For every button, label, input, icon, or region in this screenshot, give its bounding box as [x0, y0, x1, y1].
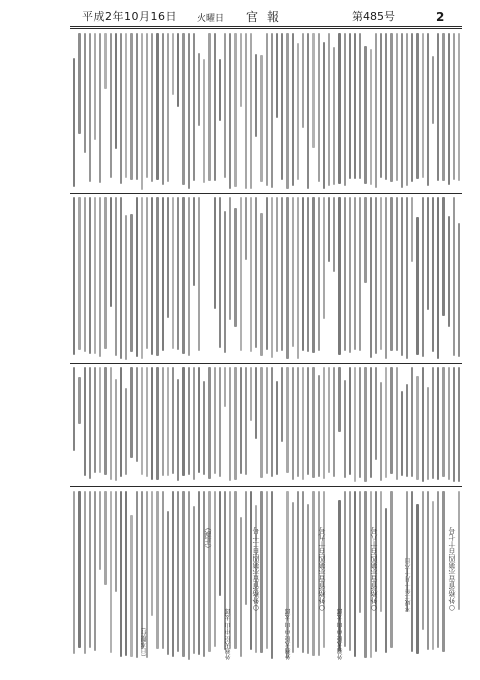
text-line — [188, 33, 190, 189]
text-line — [458, 491, 460, 610]
text-line — [427, 197, 429, 310]
text-line — [276, 33, 278, 118]
text-line — [312, 33, 314, 148]
text-line — [354, 197, 356, 350]
text-line — [338, 197, 340, 355]
text-line — [193, 367, 195, 480]
text-line — [136, 367, 138, 462]
issue-number: 第485号 — [352, 10, 395, 23]
text-line — [396, 197, 398, 351]
text-line — [422, 367, 424, 482]
text-line — [416, 33, 418, 179]
text-line — [364, 491, 366, 658]
text-line — [219, 197, 221, 348]
section-divider — [70, 486, 462, 487]
text-line — [338, 367, 340, 432]
text-line — [172, 491, 174, 657]
text-line — [94, 197, 96, 354]
text-line — [78, 33, 80, 134]
text-line — [167, 511, 169, 654]
text-line — [427, 491, 429, 650]
text-line — [364, 46, 366, 184]
text-line — [172, 33, 174, 95]
correction-heading: （正誤） — [204, 524, 212, 552]
text-line — [162, 491, 164, 649]
text-line — [193, 506, 195, 654]
text-line — [359, 367, 361, 478]
text-line — [104, 33, 106, 89]
text-line — [266, 197, 268, 350]
minister-signature: 外務大臣 中山 太郎 — [285, 608, 292, 660]
text-line — [292, 367, 294, 480]
text-line — [73, 58, 75, 187]
text-line — [240, 367, 242, 474]
text-line — [162, 197, 164, 351]
text-line — [110, 197, 112, 307]
text-line — [214, 491, 216, 647]
header-rule-thin — [70, 28, 462, 29]
text-line — [385, 33, 387, 180]
text-line — [120, 33, 122, 184]
text-line — [390, 197, 392, 351]
notice-date-line: 平成二年十月十六日 — [405, 558, 412, 612]
text-line — [281, 367, 283, 442]
text-line — [422, 33, 424, 178]
text-line — [318, 33, 320, 182]
text-line — [198, 197, 200, 351]
text-line — [344, 33, 346, 186]
text-line — [292, 197, 294, 347]
text-line — [203, 381, 205, 475]
notice-body-tier-2 — [70, 196, 462, 362]
text-line — [156, 491, 158, 649]
text-line — [182, 367, 184, 476]
text-line — [94, 491, 96, 651]
text-line — [323, 367, 325, 479]
text-line — [245, 367, 247, 475]
text-line — [364, 197, 366, 283]
text-line — [245, 33, 247, 189]
text-line — [146, 197, 148, 349]
text-line — [125, 491, 127, 656]
text-line — [167, 367, 169, 476]
text-line — [354, 367, 356, 482]
text-line — [437, 491, 439, 648]
text-line — [151, 197, 153, 355]
text-line — [78, 377, 80, 424]
text-line — [125, 215, 127, 359]
text-line — [99, 367, 101, 473]
text-line — [255, 54, 257, 138]
text-line — [370, 49, 372, 185]
text-line — [219, 491, 221, 596]
text-line — [141, 33, 143, 190]
text-line — [193, 197, 195, 286]
text-line — [146, 33, 148, 178]
text-line — [167, 197, 169, 318]
text-line — [349, 491, 351, 651]
text-line — [318, 375, 320, 477]
page-number: 2 — [436, 10, 445, 24]
text-line — [120, 197, 122, 359]
text-line — [297, 197, 299, 359]
text-line — [219, 367, 221, 477]
text-line — [250, 197, 252, 352]
text-line — [442, 197, 444, 316]
text-line — [188, 491, 190, 660]
text-line — [177, 379, 179, 481]
text-line — [255, 197, 257, 348]
text-line — [110, 33, 112, 178]
text-line — [234, 367, 236, 480]
text-line — [229, 367, 231, 481]
text-line — [214, 197, 216, 309]
text-line — [260, 213, 262, 356]
text-line — [260, 367, 262, 478]
text-line — [73, 367, 75, 451]
text-line — [240, 33, 242, 107]
tier-divider — [70, 193, 462, 194]
text-line — [240, 197, 242, 351]
text-line — [385, 508, 387, 653]
text-line — [84, 33, 86, 153]
text-line — [307, 197, 309, 352]
text-line — [99, 197, 101, 357]
text-line — [120, 491, 122, 657]
text-line — [448, 33, 450, 185]
text-line — [427, 387, 429, 479]
text-line — [182, 33, 184, 185]
text-line — [349, 33, 351, 179]
text-line — [177, 33, 179, 107]
text-line — [245, 197, 247, 260]
text-line — [354, 33, 356, 179]
text-line — [130, 367, 132, 458]
text-line — [422, 197, 424, 357]
text-line — [312, 367, 314, 478]
text-line — [323, 197, 325, 319]
text-line — [198, 53, 200, 126]
text-line — [182, 491, 184, 657]
text-line — [406, 33, 408, 186]
text-line — [193, 33, 195, 181]
text-line — [416, 504, 418, 654]
text-line — [276, 381, 278, 475]
text-line — [104, 197, 106, 349]
text-line — [229, 197, 231, 320]
text-line — [162, 367, 164, 476]
text-line — [364, 367, 366, 482]
text-line — [84, 367, 86, 476]
text-line — [302, 367, 304, 480]
text-line — [302, 491, 304, 653]
notice-heading: ○外務省告示第四百十七号 — [448, 527, 456, 612]
text-line — [172, 197, 174, 349]
text-line — [411, 367, 413, 477]
text-line — [214, 367, 216, 474]
text-line — [328, 33, 330, 186]
issue-weekday: 火曜日 — [197, 14, 225, 24]
text-line — [120, 367, 122, 477]
text-line — [136, 491, 138, 658]
text-line — [458, 367, 460, 482]
text-line — [349, 197, 351, 353]
text-line — [130, 515, 132, 657]
text-line — [453, 33, 455, 180]
text-line — [416, 376, 418, 480]
text-line — [125, 388, 127, 475]
text-line — [271, 33, 273, 188]
text-line — [390, 33, 392, 182]
text-line — [297, 491, 299, 648]
text-line — [271, 367, 273, 477]
text-line — [151, 491, 153, 616]
text-line — [266, 33, 268, 186]
text-line — [312, 491, 314, 656]
text-line — [323, 42, 325, 189]
text-line — [380, 33, 382, 178]
text-line — [375, 367, 377, 460]
text-line — [333, 197, 335, 272]
text-line — [89, 491, 91, 648]
text-line — [286, 197, 288, 359]
text-line — [271, 491, 273, 659]
text-line — [370, 197, 372, 358]
text-line — [141, 367, 143, 475]
text-line — [453, 367, 455, 482]
text-line — [229, 33, 231, 189]
text-line — [385, 367, 387, 478]
text-line — [286, 367, 288, 473]
text-line — [110, 491, 112, 653]
text-line — [375, 197, 377, 354]
text-line — [136, 33, 138, 180]
text-line — [380, 382, 382, 481]
text-line — [266, 367, 268, 474]
text-line — [146, 367, 148, 477]
text-line — [318, 197, 320, 351]
text-line — [208, 367, 210, 479]
notice-heading: ○外務省告示第四百十九号 — [318, 527, 326, 612]
text-line — [453, 197, 455, 356]
journal-title: 官報 — [246, 10, 289, 24]
text-line — [156, 33, 158, 180]
text-line — [442, 491, 444, 652]
text-line — [380, 491, 382, 612]
text-line — [349, 367, 351, 475]
text-line — [437, 367, 439, 480]
text-line — [182, 197, 184, 354]
notice-heading: ○外務省告示第四百十八号 — [370, 527, 378, 612]
text-line — [266, 491, 268, 649]
text-line — [458, 223, 460, 357]
text-line — [281, 33, 283, 180]
text-line — [136, 197, 138, 357]
text-line — [390, 491, 392, 648]
text-line — [307, 33, 309, 189]
minister-signature: 外務大臣 中山 太郎 — [225, 608, 232, 660]
text-line — [359, 491, 361, 613]
tier-divider — [70, 363, 462, 364]
text-line — [94, 367, 96, 473]
text-line — [162, 33, 164, 185]
text-line — [458, 33, 460, 181]
text-line — [115, 197, 117, 356]
text-line — [89, 367, 91, 479]
text-line — [448, 216, 450, 326]
text-line — [156, 197, 158, 356]
text-line — [73, 197, 75, 355]
text-line — [370, 367, 372, 478]
minister-signature: 外務大臣 中山 太郎 — [337, 608, 344, 660]
text-line — [141, 197, 143, 359]
text-line — [297, 367, 299, 477]
text-line — [188, 367, 190, 475]
text-line — [271, 197, 273, 358]
text-line — [448, 367, 450, 480]
text-line — [344, 197, 346, 351]
text-line — [245, 491, 247, 605]
text-line — [281, 197, 283, 351]
text-line — [224, 367, 226, 407]
text-line — [427, 33, 429, 186]
text-line — [115, 379, 117, 481]
text-line — [110, 367, 112, 480]
text-line — [411, 33, 413, 182]
text-line — [99, 491, 101, 570]
text-line — [172, 367, 174, 474]
text-line — [214, 33, 216, 181]
text-line — [234, 33, 236, 187]
text-line — [406, 197, 408, 359]
issue-date: 平成2年10月16日 — [82, 10, 177, 23]
text-line — [406, 384, 408, 477]
text-line — [312, 197, 314, 353]
text-line — [89, 197, 91, 354]
text-line — [188, 197, 190, 356]
text-line — [260, 55, 262, 182]
text-line — [208, 33, 210, 181]
text-line — [240, 517, 242, 657]
text-line — [99, 33, 101, 183]
text-line — [302, 197, 304, 351]
text-line — [130, 33, 132, 180]
text-line — [84, 197, 86, 352]
text-line — [104, 367, 106, 475]
text-line — [89, 33, 91, 182]
text-line — [84, 491, 86, 654]
text-line — [219, 59, 221, 121]
text-line — [198, 491, 200, 655]
text-line — [396, 33, 398, 181]
text-line — [328, 197, 330, 262]
text-line — [416, 217, 418, 355]
text-line — [151, 367, 153, 480]
text-line — [385, 197, 387, 359]
text-line — [333, 47, 335, 184]
text-line — [437, 33, 439, 181]
text-line — [234, 491, 236, 649]
text-line — [94, 33, 96, 140]
text-line — [250, 367, 252, 421]
text-line — [437, 197, 439, 359]
text-line — [276, 197, 278, 352]
text-line — [432, 197, 434, 352]
text-line — [442, 367, 444, 477]
text-line — [411, 197, 413, 262]
text-line — [250, 33, 252, 189]
text-line — [442, 33, 444, 181]
text-line — [78, 197, 80, 350]
text-line — [104, 491, 106, 585]
text-line — [359, 197, 361, 351]
text-line — [73, 491, 75, 654]
text-line — [380, 197, 382, 350]
text-line — [328, 367, 330, 473]
text-line — [307, 367, 309, 475]
text-line — [297, 43, 299, 180]
text-line — [151, 33, 153, 182]
text-line — [422, 491, 424, 630]
notice-body-tier-1 — [70, 32, 462, 192]
text-line — [167, 33, 169, 182]
text-line — [401, 391, 403, 475]
header-rule — [70, 26, 462, 27]
text-line — [292, 33, 294, 186]
text-line — [78, 491, 80, 648]
text-line — [224, 211, 226, 352]
text-line — [396, 367, 398, 480]
text-line — [203, 59, 205, 183]
text-line — [354, 491, 356, 657]
text-line — [375, 33, 377, 188]
text-line — [255, 367, 257, 439]
text-line — [307, 504, 309, 654]
text-line — [333, 367, 335, 477]
text-line — [401, 33, 403, 188]
text-line — [359, 33, 361, 179]
text-line — [224, 33, 226, 178]
text-line — [115, 491, 117, 592]
text-line — [286, 33, 288, 189]
notice-body-tier-3 — [70, 366, 462, 484]
text-line — [344, 380, 346, 478]
correction-source: （日本銀行） — [141, 624, 148, 660]
text-line — [177, 197, 179, 350]
text-line — [432, 501, 434, 650]
text-line — [432, 367, 434, 479]
text-line — [234, 208, 236, 327]
text-line — [338, 33, 340, 184]
text-line — [198, 367, 200, 473]
text-line — [156, 367, 158, 480]
text-line — [432, 56, 434, 124]
text-line — [130, 214, 132, 352]
text-line — [401, 197, 403, 356]
text-line — [125, 33, 127, 178]
notice-heading: ○外務省告示第四百二十号 — [252, 527, 260, 612]
text-line — [177, 491, 179, 652]
text-line — [390, 367, 392, 474]
text-line — [302, 33, 304, 128]
text-line — [115, 33, 117, 149]
